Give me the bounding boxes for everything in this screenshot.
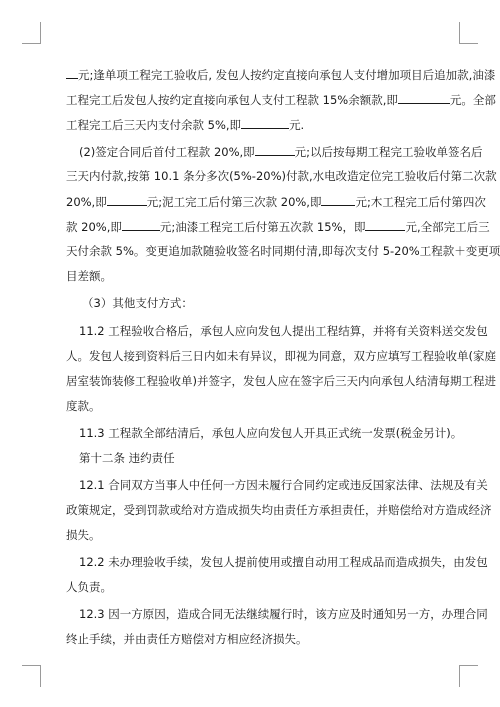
text-line (66, 194, 486, 209)
text-segment: 三天内付款,按第 10.1 条分多次(5%-20%)付款,水电改造定位完工验收后付第二次款 (66, 169, 497, 183)
text-line (66, 580, 112, 594)
text-line (66, 349, 496, 363)
text-segment: 人。发包人接到资料后三日内如未有异议，即视为同意，双方应填写工程验收单(家庭 (66, 349, 496, 363)
text-segment: 人负责。 (66, 580, 112, 594)
fill-in-blank[interactable] (122, 219, 160, 231)
text-segment: (2)签定合同后首付工程款 20%,即 (79, 145, 255, 159)
fill-in-blank[interactable] (107, 194, 147, 206)
text-segment: 元. (289, 118, 305, 132)
text-segment: 第十二条 违约责任 (79, 451, 175, 465)
text-line (66, 117, 304, 132)
text-segment: 天付余款 5%。变更追加款随验收签名时同期付清,即每次支付 5-20%工程款＋变更项 (66, 244, 500, 258)
text-segment: 元;逢单项工程完工验收后, 发包人按约定直接向承包人支付增加项目后追加款,油漆 (78, 68, 496, 82)
text-line (66, 67, 495, 82)
text-line (66, 399, 101, 413)
text-segment: （3）其他支付方式： (82, 296, 193, 310)
text-line (79, 607, 488, 621)
text-segment: 政策规定，受到罚款或给对方造成损失均由责任方承担责任，并赔偿给对方造成经济 (66, 503, 492, 517)
section-heading (79, 451, 175, 465)
text-line (79, 555, 488, 569)
crop-mark-top-left-horizontal (22, 43, 41, 44)
text-segment: 元,全部完工后三 (405, 220, 490, 234)
text-line (66, 219, 490, 234)
text-segment: 11.2 工程验收合格后，承包人应向发包人提出工程结算，并将有关资料送交发包 (79, 324, 488, 338)
text-line (82, 296, 193, 310)
text-line (79, 324, 488, 338)
text-line (66, 374, 496, 388)
text-segment: 元;油漆工程完工后付第五次款 15%，即 (159, 220, 366, 234)
text-segment: 元;泥工完工后付第三次款 20%,即 (146, 195, 322, 209)
fill-in-blank[interactable] (255, 144, 295, 156)
text-line (66, 528, 101, 542)
text-segment: 终止手续，并由责任方赔偿对方相应经济损失。 (66, 632, 308, 646)
text-line (66, 503, 492, 517)
text-line (79, 426, 462, 440)
text-segment: 元。全部 (449, 93, 496, 107)
text-segment: 11.3 工程款全部结清后，承包人应向发包人开具正式统一发票(税金另计)。 (79, 426, 463, 440)
crop-mark-bottom-right-horizontal (459, 665, 478, 666)
text-line (66, 244, 500, 258)
fill-in-blank[interactable] (398, 92, 450, 104)
text-line (66, 632, 308, 646)
fill-in-blank[interactable] (66, 67, 78, 79)
fill-in-blank[interactable] (321, 194, 355, 206)
crop-mark-bottom-right-vertical (459, 665, 460, 687)
text-line (66, 92, 496, 107)
text-line (66, 269, 112, 283)
text-segment: 工程完工后发包人按约定直接向承包人支付工程款 15%余额款,即 (66, 93, 398, 107)
text-segment: 款 20%,即 (66, 220, 122, 234)
text-segment: 工程完工后三天内支付余款 5%,即 (66, 118, 242, 132)
fill-in-blank[interactable] (365, 219, 405, 231)
text-segment: 20%,即 (66, 195, 107, 209)
fill-in-blank[interactable] (241, 117, 289, 129)
text-line (79, 478, 488, 492)
crop-mark-top-right-vertical (459, 22, 460, 44)
text-segment: 居室装饰装修工程验收单)并签字，发包人应在签字后三天内向承包人结清每期工程进 (66, 374, 496, 388)
text-segment: 损失。 (66, 528, 101, 542)
crop-mark-top-right-horizontal (459, 43, 478, 44)
text-line (79, 144, 483, 159)
text-segment: 12.1 合同双方当事人中任何一方因未履行合同约定或违反国家法律、法规及有关 (79, 478, 488, 492)
text-segment: 元;木工程完工后付第四次 (355, 195, 486, 209)
text-segment: 12.3 因一方原因，造成合同无法继续履行时，该方应及时通知另一方，办理合同 (79, 607, 488, 621)
text-line (66, 169, 497, 183)
crop-mark-top-left-vertical (40, 22, 41, 44)
text-segment: 元;以后按每期工程完工验收单签名后 (294, 145, 483, 159)
crop-mark-bottom-left-vertical (40, 665, 41, 687)
text-segment: 度款。 (66, 399, 101, 413)
crop-mark-bottom-left-horizontal (22, 665, 41, 666)
text-segment: 目差额。 (66, 269, 112, 283)
text-segment: 12.2 未办理验收手续，发包人提前使用或擅自动用工程成品而造成损失，由发包 (79, 555, 488, 569)
